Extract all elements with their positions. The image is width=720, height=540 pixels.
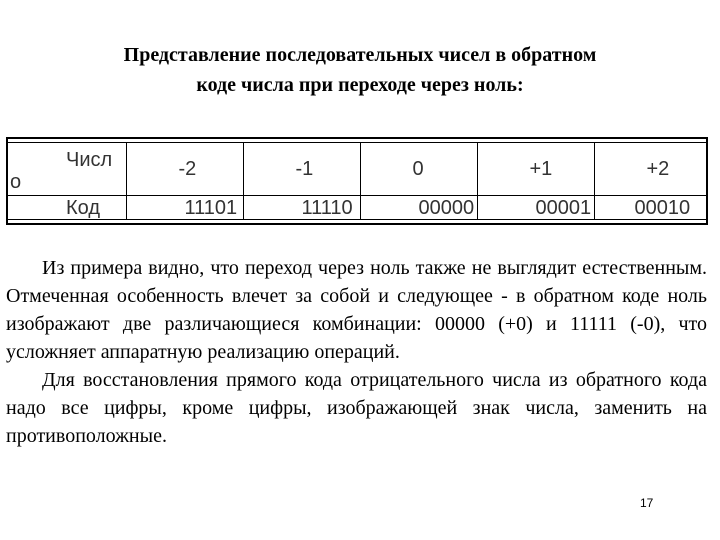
header-label-line1: Числ [66, 149, 113, 171]
page-title [40, 40, 680, 100]
code-cell: 11110 [243, 196, 360, 221]
table-header-number [8, 143, 126, 196]
table-row-numbers [8, 143, 706, 196]
number-cell: +2 [594, 143, 706, 196]
code-table [6, 137, 708, 225]
code-table-grid [8, 143, 706, 220]
title-line-2: коде числа при переходе через ноль: [196, 74, 524, 96]
table-row-codes [8, 196, 706, 221]
paragraph-2: Для восстановления прямого кода отрицательного числа из обратного кода надо все цифры, кроме цифры, изображающей знак числа, заменить на противоположные. [6, 369, 707, 447]
code-cell: 00001 [477, 196, 594, 221]
body-text [6, 254, 707, 450]
number-cell: -2 [126, 143, 243, 196]
page-number: 17 [640, 496, 654, 510]
number-cell: -1 [243, 143, 360, 196]
code-cell: 00010 [594, 196, 706, 221]
number-cell: 0 [360, 143, 477, 196]
table-header-code: Код [8, 196, 126, 221]
title-line-1: Представление последовательных чисел в обратном [123, 44, 597, 66]
number-cell: +1 [477, 143, 594, 196]
code-cell: 00000 [360, 196, 477, 221]
paragraph-1: Из примера видно, что переход через ноль также не выглядит естественным. Отмеченная особенность влечет за собой и следующее - в обратном коде ноль изображают две различающиеся комбинации: 00000 (+0) и 11111 (-0), что усложняет аппаратную реализацию операций. [6, 257, 707, 363]
code-cell: 11101 [126, 196, 243, 221]
header-label-line2: о [10, 171, 22, 193]
